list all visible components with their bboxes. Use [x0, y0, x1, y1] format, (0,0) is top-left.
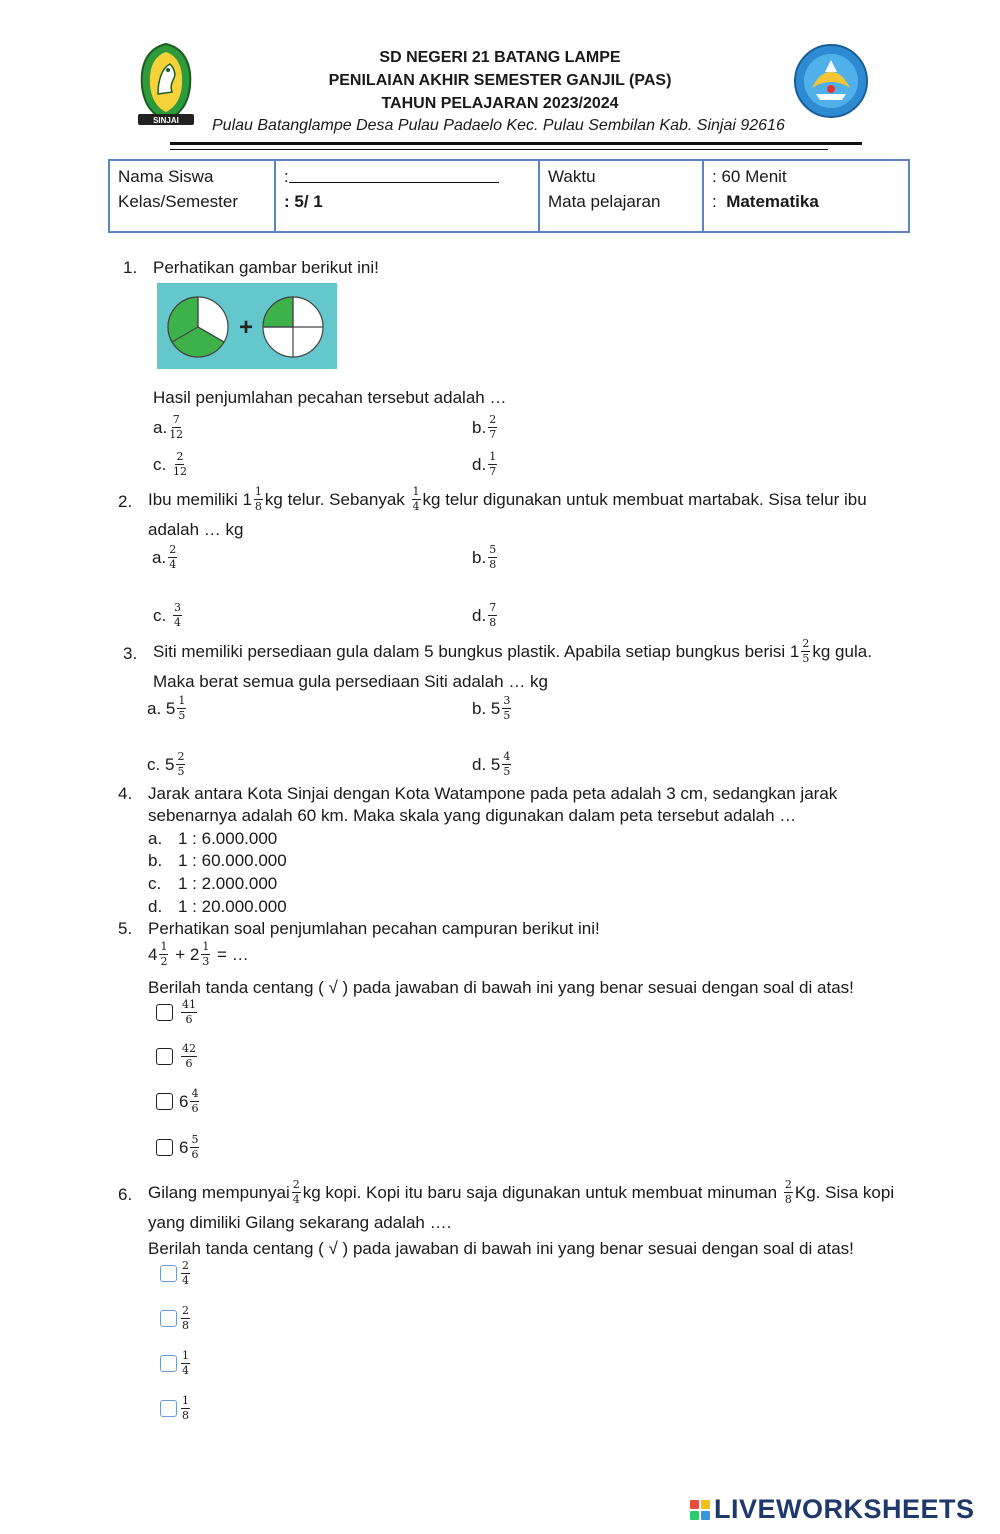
q6-text [148, 1179, 894, 1206]
numerator: 1 [254, 485, 262, 498]
numerator: 2 [182, 1259, 189, 1272]
numerator: 42 [182, 1042, 196, 1055]
option-label: a. [148, 829, 163, 848]
liveworksheets-brand [690, 1494, 975, 1525]
q4-option-d[interactable] [148, 896, 287, 918]
denominator: 7 [489, 465, 497, 478]
numerator: 1 [489, 450, 497, 463]
numerator: 5 [489, 543, 497, 556]
fraction [181, 1305, 190, 1332]
option-label: c. [153, 454, 167, 474]
q6-option-4[interactable] [160, 1395, 192, 1422]
fraction [292, 1179, 301, 1206]
exam-title: PENILAIAN AKHIR SEMESTER GANJIL (PAS) [328, 72, 672, 89]
numerator: 2 [177, 750, 185, 763]
denominator: 3 [202, 955, 210, 968]
numerator: 2 [292, 1178, 300, 1191]
option-text: 1 : 6.000.000 [178, 829, 278, 848]
time-label: Waktu [548, 167, 596, 186]
fraction [168, 544, 177, 571]
student-info-table [108, 159, 910, 233]
q1-question: Hasil penjumlahan pecahan tersebut adalah … [153, 388, 507, 407]
fraction [181, 1395, 190, 1422]
info-labels-left [109, 160, 275, 232]
fraction [190, 1134, 199, 1161]
school-address: Pulau Batanglampe Desa Pulau Padaelo Kec. Pulau Sembilan Kab. Sinjai 92616 [212, 117, 785, 134]
numerator: 4 [191, 1087, 199, 1100]
equals-ellipsis: = … [217, 944, 249, 964]
q1-number: 1. [123, 258, 138, 277]
option-label: b. [472, 698, 487, 718]
time-value: : 60 Menit [712, 167, 787, 186]
q1-option-a[interactable] [153, 414, 185, 441]
denominator: 5 [178, 709, 186, 722]
numerator: 1 [202, 940, 210, 953]
denominator: 6 [191, 1148, 199, 1161]
header-rule-thin [170, 149, 828, 150]
option-text: 1 : 60.000.000 [178, 851, 287, 870]
denominator: 6 [185, 1057, 193, 1070]
fraction [488, 602, 497, 629]
numerator: 2 [169, 543, 177, 556]
q1-text: Perhatikan gambar berikut ini! [153, 258, 379, 277]
option-label: d. [472, 605, 487, 625]
plus-operator: + [238, 314, 254, 341]
fraction [412, 486, 421, 513]
fraction [169, 414, 183, 441]
denominator: 8 [254, 500, 262, 513]
q3-number: 3. [123, 644, 138, 663]
checkbox[interactable] [156, 1093, 173, 1110]
fraction [784, 1179, 793, 1206]
whole-number: 5 [490, 698, 501, 718]
liveworksheets-logo-icon [690, 1500, 710, 1520]
info-values-right [703, 160, 909, 232]
q2-option-a[interactable] [152, 544, 179, 571]
fraction [181, 999, 197, 1026]
fraction [801, 638, 810, 665]
q1-option-d[interactable] [472, 451, 499, 478]
q1-option-c[interactable] [153, 451, 189, 478]
q5-text: Perhatikan soal penjumlahan pecahan campuran berikut ini! [148, 919, 600, 938]
option-label: d. [148, 897, 163, 916]
crest-ribbon-text: SINJAI [153, 116, 179, 125]
info-values-left [275, 160, 539, 232]
circle-thirds [168, 297, 228, 357]
q6-text-line2: yang dimiliki Gilang sekarang adalah …. [148, 1213, 452, 1232]
numerator: 41 [182, 998, 196, 1011]
q3-text [153, 638, 872, 665]
denominator: 5 [503, 765, 511, 778]
fraction [181, 1260, 190, 1287]
school-name: SD NEGERI 21 BATANG LAMPE [379, 49, 621, 66]
q2-text [148, 486, 867, 513]
numerator: 7 [489, 601, 497, 614]
option-label: b. [472, 417, 487, 437]
q2-text-part2: kg telur. Sebanyak [264, 489, 405, 509]
option-text: 1 : 20.000.000 [178, 897, 287, 916]
q6-option-2[interactable] [160, 1305, 192, 1332]
numerator: 1 [178, 694, 186, 707]
checkbox[interactable] [160, 1355, 177, 1372]
q1-fraction-figure [157, 283, 337, 369]
q2-text-part3: kg telur digunakan untuk membuat martabak. Sisa telur ibu [422, 489, 867, 509]
option-label: d. [472, 754, 487, 774]
name-label: Nama Siswa [118, 167, 214, 186]
fraction [488, 544, 497, 571]
fraction [159, 941, 168, 968]
checkbox[interactable] [156, 1139, 173, 1156]
denominator: 4 [292, 1193, 300, 1206]
checkbox[interactable] [160, 1400, 177, 1417]
q4-option-c[interactable] [148, 873, 277, 895]
denominator: 5 [177, 765, 185, 778]
fraction [502, 751, 511, 778]
numerator: 2 [784, 1178, 792, 1191]
denominator: 4 [182, 1364, 189, 1377]
checkbox[interactable] [160, 1265, 177, 1282]
q4-option-a[interactable] [148, 828, 277, 850]
q1-option-b[interactable] [472, 414, 499, 441]
denominator: 8 [182, 1319, 189, 1332]
logo-square [701, 1511, 710, 1520]
q5-option-3[interactable] [156, 1088, 201, 1115]
fraction [488, 451, 497, 478]
denominator: 6 [191, 1102, 199, 1115]
option-label: a. [152, 547, 167, 567]
fraction [173, 602, 182, 629]
q6-instruction: Berilah tanda centang ( √ ) pada jawaban di bawah ini yang benar sesuai dengan soal di atas! [148, 1239, 854, 1258]
q4-text-line2: sebenarnya adalah 60 km. Maka skala yang digunakan dalam peta tersebut adalah … [148, 806, 797, 825]
option-label: d. [472, 454, 487, 474]
numerator: 2 [182, 1304, 189, 1317]
numerator: 5 [191, 1133, 199, 1146]
option-label: a. [147, 698, 162, 718]
whole-number: 6 [179, 1137, 189, 1157]
q6-text-part1: Gilang mempunyai [148, 1182, 290, 1202]
fraction [488, 414, 497, 441]
q3-text-part2: kg gula. [812, 641, 872, 661]
q3-text-line2: Maka berat semua gula persediaan Siti adalah … kg [153, 672, 549, 691]
circle-quarters [263, 297, 323, 357]
denominator: 5 [802, 652, 810, 665]
q3-text-part1: Siti memiliki persediaan gula dalam 5 bungkus plastik. Apabila setiap bungkus berisi 1 [153, 641, 800, 661]
q4-text-line1: Jarak antara Kota Sinjai dengan Kota Watampone pada peta adalah 3 cm, sedangkan jarak [148, 784, 838, 803]
whole-number: 6 [179, 1091, 189, 1111]
denominator: 7 [489, 428, 497, 441]
numerator: 1 [412, 485, 420, 498]
q2-option-c[interactable] [153, 602, 184, 629]
header-rule-thick [170, 142, 862, 145]
denominator: 8 [489, 616, 497, 629]
option-label: b. [148, 851, 163, 870]
q2-option-d[interactable] [472, 602, 499, 629]
q6-text-part3: Kg. Sisa kopi [794, 1182, 895, 1202]
subject-label: Mata pelajaran [548, 192, 661, 211]
denominator: 8 [784, 1193, 792, 1206]
denominator: 8 [182, 1409, 189, 1422]
info-labels-right [539, 160, 703, 232]
logo-square [701, 1500, 710, 1509]
plus-two: + 2 [175, 944, 200, 964]
fraction [173, 451, 187, 478]
q4-number: 4. [118, 784, 133, 803]
fraction [181, 1043, 197, 1070]
name-blank-line[interactable] [289, 164, 499, 183]
fraction [502, 695, 511, 722]
fraction [190, 1088, 199, 1115]
numerator: 4 [503, 750, 511, 763]
denominator: 4 [412, 500, 420, 513]
option-label: b. [472, 547, 487, 567]
denominator: 4 [169, 558, 177, 571]
option-label: a. [153, 417, 168, 437]
q3-option-b[interactable] [472, 695, 513, 722]
q6-option-1[interactable] [160, 1260, 192, 1287]
denominator: 4 [182, 1274, 189, 1287]
whole-number: 4 [148, 944, 158, 964]
fraction [201, 941, 210, 968]
liveworksheets-text: LIVEWORKSHEETS [714, 1494, 975, 1524]
q5-option-2[interactable] [156, 1043, 199, 1070]
q2-text-part1: Ibu memiliki 1 [148, 489, 252, 509]
class-label: Kelas/Semester [118, 192, 238, 211]
fraction [254, 486, 263, 513]
q5-option-1[interactable] [156, 999, 199, 1026]
numerator: 2 [489, 413, 497, 426]
fraction [181, 1350, 190, 1377]
option-label: c. [148, 874, 162, 893]
numerator: 2 [802, 637, 810, 650]
checkbox[interactable] [156, 1004, 173, 1021]
q3-option-c[interactable] [147, 751, 187, 778]
whole-number: 5 [165, 698, 176, 718]
logo-square [690, 1500, 699, 1509]
numerator: 3 [503, 694, 511, 707]
subject-colon: : [712, 192, 717, 211]
q5-option-4[interactable] [156, 1134, 201, 1161]
option-label: c. [153, 605, 167, 625]
denominator: 8 [489, 558, 497, 571]
q2-option-b[interactable] [472, 544, 499, 571]
q5-number: 5. [118, 919, 133, 938]
denominator: 12 [172, 465, 187, 478]
numerator: 1 [182, 1394, 189, 1407]
fraction [176, 751, 185, 778]
numerator: 7 [172, 413, 180, 426]
academic-year: TAHUN PELAJARAN 2023/2024 [381, 95, 619, 112]
numerator: 1 [182, 1349, 189, 1362]
q5-expression [148, 941, 249, 968]
q3-option-a[interactable] [147, 695, 188, 722]
denominator: 6 [185, 1013, 193, 1026]
option-text: 1 : 2.000.000 [178, 874, 278, 893]
denominator: 12 [169, 428, 184, 441]
q5-instruction: Berilah tanda centang ( √ ) pada jawaban di bawah ini yang benar sesuai dengan soal di atas! [148, 978, 854, 997]
option-label: c. [147, 754, 161, 774]
logo-square [690, 1511, 699, 1520]
subject-value-row [712, 189, 900, 214]
q6-number: 6. [118, 1185, 133, 1204]
denominator: 2 [160, 955, 168, 968]
q2-text-line2: adalah … kg [148, 520, 244, 539]
checkbox[interactable] [156, 1048, 173, 1065]
denominator: 4 [173, 616, 181, 629]
q3-option-d[interactable] [472, 751, 513, 778]
whole-number: 5 [490, 754, 501, 774]
q6-text-part2: kg kopi. Kopi itu baru saja digunakan untuk membuat minuman [302, 1182, 778, 1202]
q2-number: 2. [118, 492, 133, 511]
fraction [177, 695, 186, 722]
numerator: 2 [176, 450, 184, 463]
numerator: 1 [160, 940, 168, 953]
class-value: : 5/ 1 [284, 192, 323, 211]
denominator: 5 [503, 709, 511, 722]
numerator: 3 [173, 601, 181, 614]
q4-option-b[interactable] [148, 850, 287, 872]
whole-number: 5 [164, 754, 175, 774]
checkbox[interactable] [160, 1310, 177, 1327]
name-field[interactable] [284, 164, 530, 189]
subject-value: Matematika [726, 192, 819, 211]
name-colon: : [284, 167, 289, 186]
q6-option-3[interactable] [160, 1350, 192, 1377]
